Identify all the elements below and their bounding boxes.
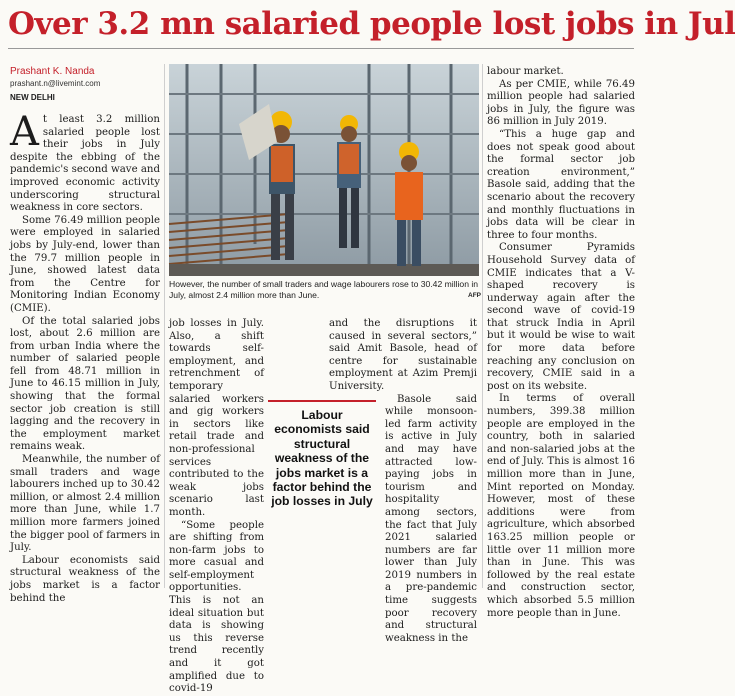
paragraph: and the disruptions it caused in several sectors,” said Amit Basole, head of centre for sustainable employment at Azim Premji University. (329, 318, 477, 392)
paragraph: labour market. (487, 66, 564, 77)
paragraph: Some 76.49 million people were employed in salaried jobs by July-end, lower than the 79.7 million people in June, showed latest data from the Centre for Monitoring Indian Economy (CMIE). (10, 214, 160, 314)
column-1 (10, 66, 160, 604)
paragraph: Meanwhile, the number of small traders and wage labourers inched up to 30.42 million, or almost 2.4 million more than June, while 1.7 million more farmers joined the bigger pool of farmers in July. (10, 454, 160, 554)
paragraph: As per CMIE, while 76.49 million people had salaried jobs in July, the figure was 86 million in July 2019. (487, 78, 635, 128)
paragraph: Labour economists said structural weakness of the jobs market is a factor behind the (10, 554, 160, 604)
paragraph: “Some people are shifting from non-farm jobs to more casual and self-employment opportunities. This is not an ideal situation but data is showing us this reverse trend recently and it got amplified due to covid-19 (169, 519, 264, 695)
workers-photo (169, 64, 479, 276)
drop-cap: A (10, 109, 39, 155)
headline: Over 3.2 mn salaried people lost jobs in Jul (8, 6, 735, 42)
pull-quote: Labour economists said structural weakness of the jobs market is a factor behind the job losses in July (268, 400, 376, 509)
paragraph: Basole said while monsoon-led farm activity is active in July and may have attracted low-paying jobs in tourism and hospitality among sectors, the fact that July 2021 salaried numbers are far lower than July 2019 numbers in a pre-pandemic time suggests poor recovery and structural weakness in the (385, 393, 477, 644)
byline-location: NEW DELHI (10, 93, 55, 102)
column-2 (169, 318, 264, 695)
column-3 (329, 318, 477, 644)
byline (10, 66, 160, 104)
photo-credit: AFP (468, 292, 481, 299)
photo-caption (169, 279, 481, 301)
paragraph: Of the total salaried jobs lost, about 2.6 million are from urban India where the number of salaried people fell from 48.71 million in June to 46.15 million in July, showing that the formal sector job creation is still lagging and the recovery in the employment market remains weak. (10, 315, 160, 453)
headline-rule (8, 48, 634, 49)
paragraph: job losses in July. Also, a shift towards self-employment, and retrenchment of temporary salaried workers and gig workers in sectors like retail trade and non-professional services contributed to the weak jobs scenario last month. (169, 318, 264, 518)
paragraph: “This a huge gap and does not speak good about the formal sector job creation environment,” Basole said, adding that the scenario about the recovery and monthly fluctuations in jobs data will be clear in three to four months. (487, 128, 635, 241)
construction-workers-image (169, 64, 479, 276)
paragraph: At least 3.2 million salaried people lost their jobs in July despite the ebbing of the pandemic's second wave and improved economic activity underscoring structural weakness in core sectors. (10, 109, 160, 214)
column-rule (482, 64, 483, 588)
paragraph: Consumer Pyramids Household Survey data of CMIE indicates that a V-shaped recovery is underway again after the second wave of covid-19 that struck India in April but it would be wise to wait for more data before reaching any conclusion on recovery, CMIE said in a post on its website. (487, 242, 635, 392)
caption-text: However, the number of small traders and wage labourers rose to 30.42 million in July, almost 2.4 million more than June. (169, 279, 479, 300)
byline-email[interactable]: prashant.n@livemint.com (10, 79, 101, 88)
column-rule (164, 64, 165, 588)
paragraph: In terms of overall numbers, 399.38 million people are employed in the country, both in salaried and non-salaried jobs at the end of July. This is almost 16 million more than in June, Mint reported on Monday. However, most of these additions were from agriculture, which absorbed 163.25 million people or little over 11 million more than in June. This was followed by the real estate and construction sector, which absorbed 5.5 million more people than in June. (487, 393, 635, 619)
byline-name: Prashant K. Nanda (10, 66, 95, 77)
column-4 (487, 66, 635, 619)
